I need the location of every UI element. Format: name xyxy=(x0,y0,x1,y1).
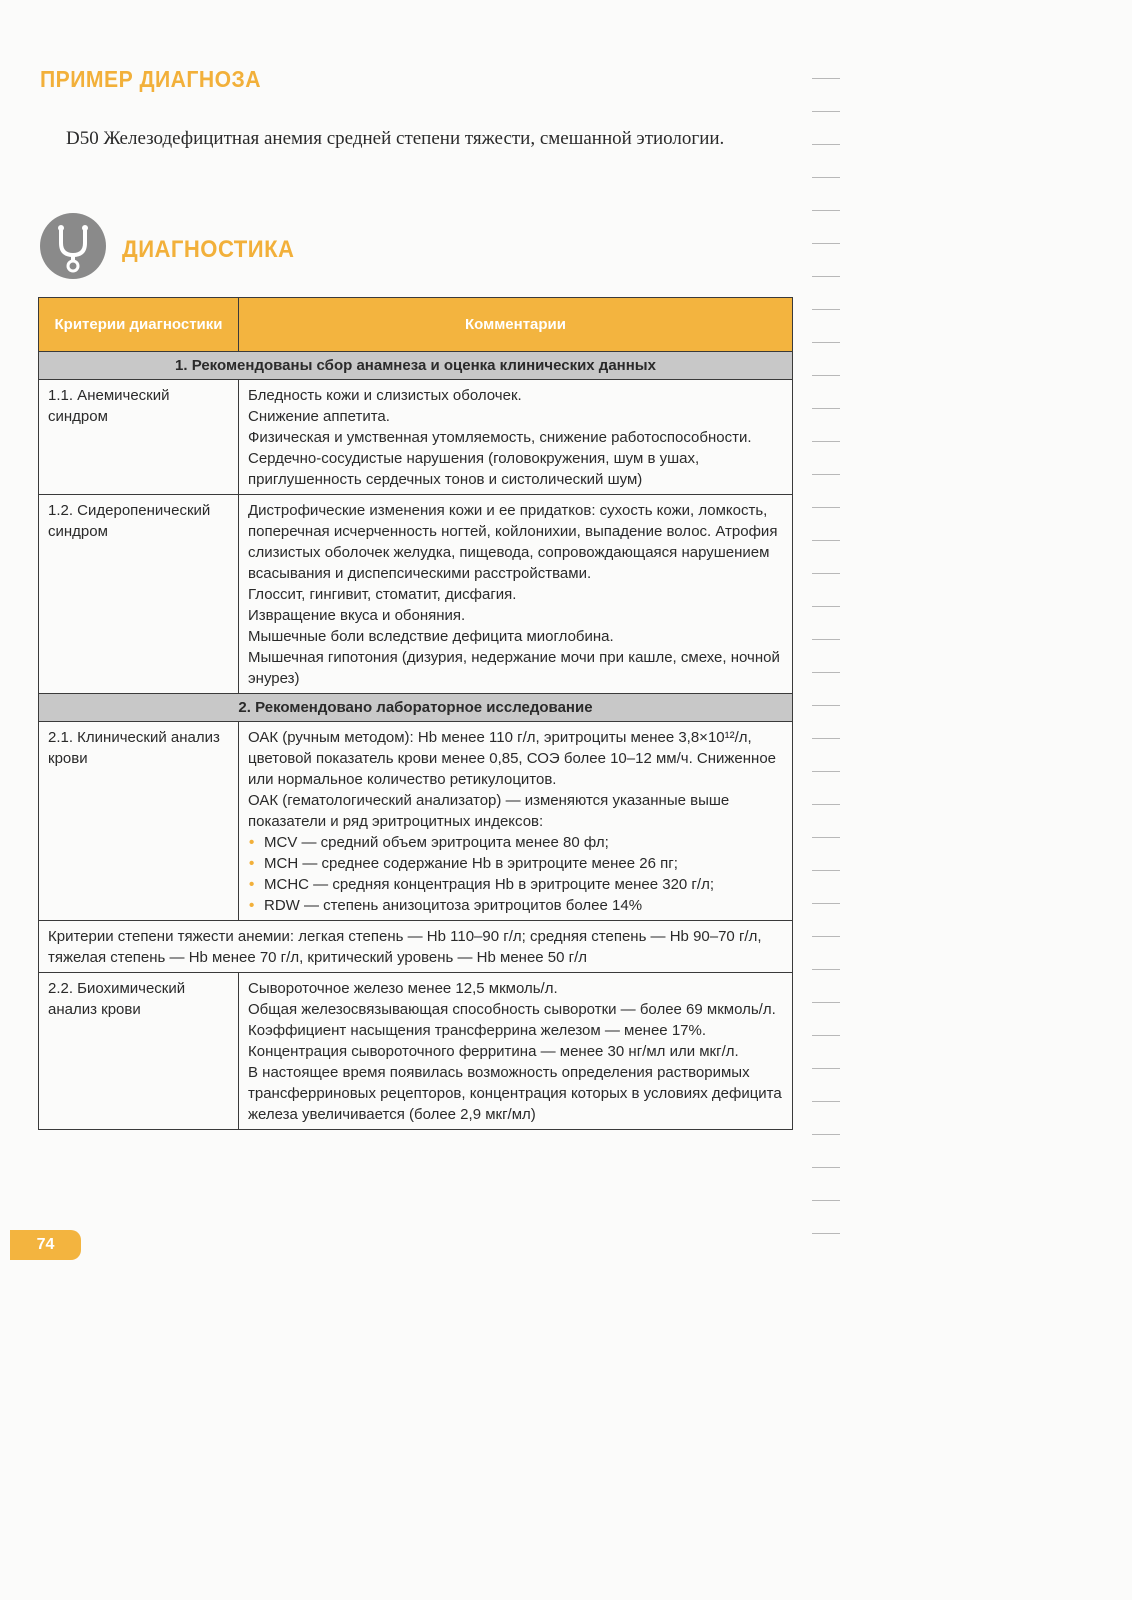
diagnostics-table xyxy=(38,297,793,1130)
margin-mark xyxy=(812,1233,840,1234)
comment-line: В настоящее время появилась возможность определения растворимых трансферриновых рецепторов, концентрация которых в условиях дефицита железа увеличивается (более 2,9 мкг/мл) xyxy=(248,1064,782,1123)
margin-mark xyxy=(812,408,840,409)
comment-line: ОАК (гематологический анализатор) — изменяются указанные выше показатели и ряд эритроцитных индексов: xyxy=(248,792,730,830)
margin-mark xyxy=(812,177,840,178)
note-row xyxy=(39,921,793,973)
margin-mark xyxy=(812,1035,840,1036)
header-criteria: Критерии диагностики xyxy=(39,298,239,352)
margin-mark xyxy=(812,903,840,904)
margin-mark xyxy=(812,936,840,937)
bullet-icon: • xyxy=(249,855,255,872)
section-title: 1. Рекомендованы сбор анамнеза и оценка клинических данных xyxy=(39,352,793,380)
comment-cell xyxy=(239,380,793,495)
margin-mark xyxy=(812,1167,840,1168)
comment-line: Общая железосвязывающая способность сыворотки — более 69 мкмоль/л. xyxy=(248,1001,776,1018)
comment-line: Бледность кожи и слизистых оболочек. xyxy=(248,387,522,404)
margin-mark xyxy=(812,474,840,475)
margin-mark xyxy=(812,606,840,607)
example-text: D50 Железодефицитная анемия средней степени тяжести, смешанной этиологии. xyxy=(66,128,725,149)
margin-mark xyxy=(812,144,840,145)
page-number-badge: 74 xyxy=(10,1230,81,1260)
bullet-text: MCV — средний объем эритроцита менее 80 фл; xyxy=(264,834,609,851)
criterion-cell: 2.2. Биохимический анализ крови xyxy=(39,973,239,1130)
comment-line: Сывороточное железо менее 12,5 мкмоль/л. xyxy=(248,980,558,997)
comment-line: Снижение аппетита. xyxy=(248,408,390,425)
margin-mark xyxy=(812,441,840,442)
bullet-icon: • xyxy=(249,834,255,851)
margin-mark xyxy=(812,573,840,574)
margin-mark xyxy=(812,111,840,112)
margin-mark xyxy=(812,243,840,244)
comment-line: Мышечные боли вследствие дефицита миоглобина. xyxy=(248,628,614,645)
comment-line: Физическая и умственная утомляемость, снижение работоспособности. xyxy=(248,429,752,446)
section-title: 2. Рекомендовано лабораторное исследование xyxy=(39,694,793,722)
margin-mark xyxy=(812,639,840,640)
margin-mark xyxy=(812,375,840,376)
comment-cell xyxy=(239,495,793,694)
table-header-row xyxy=(39,298,793,352)
margin-mark xyxy=(812,78,840,79)
stethoscope-icon xyxy=(40,213,106,279)
table-row xyxy=(39,722,793,921)
comment-line: Концентрация сывороточного ферритина — менее 30 нг/мл или мкг/л. xyxy=(248,1043,739,1060)
margin-mark xyxy=(812,705,840,706)
bullet-icon: • xyxy=(249,876,255,893)
comment-line: Глоссит, гингивит, стоматит, дисфагия. xyxy=(248,586,517,603)
table-row xyxy=(39,380,793,495)
diagnostics-heading: ДИАГНОСТИКА xyxy=(122,236,295,263)
margin-mark xyxy=(812,210,840,211)
section-row-1 xyxy=(39,352,793,380)
bullet-text: MCHC — средняя концентрация Hb в эритроците менее 320 г/л; xyxy=(264,876,714,893)
margin-mark xyxy=(812,738,840,739)
comment-line: Извращение вкуса и обоняния. xyxy=(248,607,466,624)
margin-mark xyxy=(812,1134,840,1135)
criterion-cell: 2.1. Клинический анализ крови xyxy=(39,722,239,921)
margin-mark xyxy=(812,507,840,508)
margin-mark xyxy=(812,870,840,871)
margin-mark xyxy=(812,672,840,673)
criterion-cell: 1.2. Сидеропенический синдром xyxy=(39,495,239,694)
margin-mark xyxy=(812,276,840,277)
margin-mark xyxy=(812,1002,840,1003)
comment-line: Коэффициент насыщения трансферрина железом — менее 17%. xyxy=(248,1022,707,1039)
comment-line: Сердечно-сосудистые нарушения (головокружения, шум в ушах, приглушенность сердечных тонов и систолический шум) xyxy=(248,450,700,488)
comment-line: ОАК (ручным методом): Hb менее 110 г/л, эритроциты менее 3,8×10¹²/л, цветовой показатель крови менее 0,85, СОЭ более 10–12 мм/ч. Сниженное или нормальное количество ретикулоцитов. xyxy=(248,729,777,788)
list-item xyxy=(248,853,783,874)
list-item xyxy=(248,874,783,895)
bullet-text: RDW — степень анизоцитоза эритроцитов более 14% xyxy=(264,897,643,914)
header-comments: Комментарии xyxy=(239,298,793,352)
list-item xyxy=(248,832,783,853)
bullet-icon: • xyxy=(249,897,255,914)
table-row xyxy=(39,495,793,694)
table-row xyxy=(39,973,793,1130)
margin-mark xyxy=(812,771,840,772)
margin-mark xyxy=(812,1068,840,1069)
comment-line: Мышечная гипотония (дизурия, недержание мочи при кашле, смехе, ночной энурез) xyxy=(248,649,780,687)
margin-mark xyxy=(812,309,840,310)
margin-mark xyxy=(812,540,840,541)
margin-mark xyxy=(812,804,840,805)
list-item xyxy=(248,895,783,916)
example-heading: ПРИМЕР ДИАГНОЗА xyxy=(40,66,262,92)
bullet-text: MCH — среднее содержание Hb в эритроците менее 26 пг; xyxy=(264,855,678,872)
margin-mark xyxy=(812,342,840,343)
criterion-cell: 1.1. Анемический синдром xyxy=(39,380,239,495)
margin-marks xyxy=(812,60,842,1240)
severity-note: Критерии степени тяжести анемии: легкая степень — Hb 110–90 г/л; средняя степень — Hb 90–70 г/л, тяжелая степень — Hb менее 70 г/л, критический уровень — Hb менее 50 г/л xyxy=(39,921,793,973)
comment-cell xyxy=(239,973,793,1130)
comment-line: Дистрофические изменения кожи и ее придатков: сухость кожи, ломкость, поперечная исчерченность ногтей, койлонихии, выпадение волос. Атрофия слизистых оболочек желудка, пищевода, сопровождающаяся нарушением всасывания и диспепсическими расстройствами. xyxy=(248,502,778,582)
margin-mark xyxy=(812,1101,840,1102)
margin-mark xyxy=(812,837,840,838)
margin-mark xyxy=(812,969,840,970)
section-row-2 xyxy=(39,694,793,722)
margin-mark xyxy=(812,1200,840,1201)
comment-cell xyxy=(239,722,793,921)
